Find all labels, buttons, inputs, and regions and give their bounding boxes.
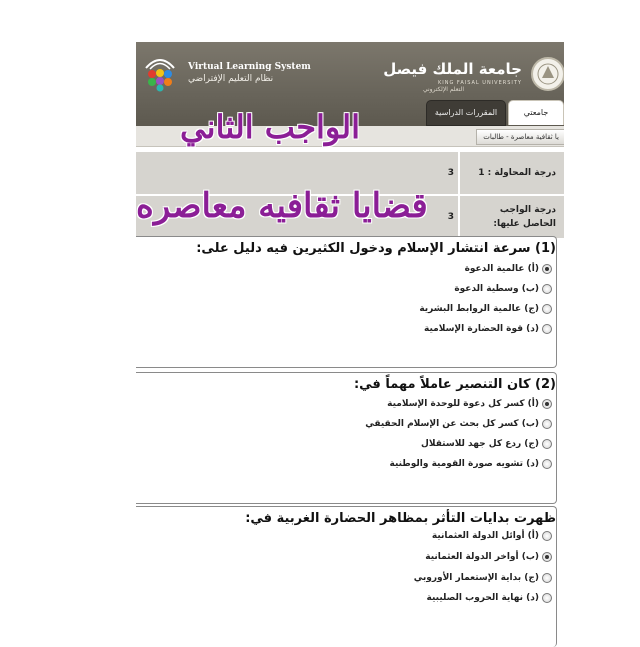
course-title-overlay: قضايا ثقافيه معاصره (136, 186, 428, 226)
column-divider (458, 152, 460, 194)
radio-selected-icon[interactable] (542, 399, 552, 409)
answer-label: (ب) كسر كل بحث عن الإسلام الحقيقي (365, 419, 539, 429)
radio-empty-icon[interactable] (542, 439, 552, 449)
assignment-title-overlay: الواجب الثاني (180, 108, 361, 146)
question-card (136, 236, 557, 368)
vls-logo-icon (140, 54, 180, 94)
answer-option[interactable] (389, 459, 552, 469)
answer-option[interactable] (425, 552, 552, 562)
question-text: (2) كان التنصير عاملاً مهماً في: (353, 377, 556, 392)
radio-empty-icon[interactable] (542, 573, 552, 583)
answer-option[interactable] (427, 593, 552, 603)
answer-label: (أ) عالمية الدعوة (464, 264, 539, 274)
radio-empty-icon[interactable] (542, 284, 552, 294)
radio-selected-icon[interactable] (542, 552, 552, 562)
question-card (136, 372, 557, 504)
answer-option[interactable] (421, 439, 552, 449)
column-divider (458, 196, 460, 238)
elearning-label: التعلم الإلكتروني (422, 86, 464, 93)
vls-title: Virtual Learning System (188, 62, 311, 72)
answer-label: (ب) أواخر الدولة العثمانية (425, 552, 539, 562)
answer-option[interactable] (432, 531, 552, 541)
radio-empty-icon[interactable] (542, 531, 552, 541)
answer-label: (ج) بداية الإستعمار الأوروبي (413, 573, 539, 583)
answer-label: (د) تشويه صورة القومية والوطنية (389, 459, 539, 469)
answer-label: (أ) كسر كل دعوة للوحدة الإسلامية (387, 399, 539, 409)
answer-option[interactable] (365, 419, 552, 429)
answer-label: (د) قوة الحضارة الإسلامية (424, 324, 539, 334)
answer-label: (د) نهاية الحروب الصليبية (426, 593, 539, 603)
answer-option[interactable] (419, 304, 552, 314)
radio-empty-icon[interactable] (542, 593, 552, 603)
answer-option[interactable] (465, 264, 552, 274)
grade-label: درجة الواجب الحاصل عليها: (493, 205, 556, 229)
tab-my-university[interactable]: جامعتي (508, 100, 564, 125)
question-text: ظهرت بدايات التأثر بمظاهر الحضارة الغربية في: (245, 511, 556, 526)
radio-empty-icon[interactable] (542, 304, 552, 314)
answer-label: (ج) عالمية الروابط البشرية (419, 304, 539, 314)
tab-courses[interactable]: المقررات الدراسية (426, 100, 506, 126)
breadcrumb[interactable]: يا ثقافية معاصرة - طالبات (476, 129, 564, 145)
university-name-ar: جامعة الملك فيصل (383, 60, 522, 78)
radio-empty-icon[interactable] (542, 459, 552, 469)
question-card (136, 506, 557, 647)
radio-selected-icon[interactable] (542, 264, 552, 274)
answer-label: (ج) ردع كل جهد للاستقلال (421, 439, 539, 449)
answer-option[interactable] (454, 284, 552, 294)
answer-label: (أ) أوائل الدولة العثمانية (431, 531, 539, 541)
vls-subtitle: نظام التعليم الإفتراضي (188, 74, 274, 84)
attempt-value: 3 (447, 168, 454, 178)
radio-empty-icon[interactable] (542, 419, 552, 429)
university-seal-icon (530, 56, 564, 92)
attempt-label: درجة المحاولة : 1 (478, 168, 556, 178)
answer-option[interactable] (424, 324, 552, 334)
answer-label: (ب) وسطية الدعوة (454, 284, 539, 294)
answer-option[interactable] (387, 399, 552, 409)
answer-option[interactable] (414, 573, 552, 583)
university-name-en: KING FAISAL UNIVERSITY (437, 80, 522, 86)
grade-value: 3 (447, 212, 454, 222)
question-text: (1) سرعة انتشار الإسلام ودخول الكثيرين فيه دليل على: (196, 241, 556, 256)
radio-empty-icon[interactable] (542, 324, 552, 334)
